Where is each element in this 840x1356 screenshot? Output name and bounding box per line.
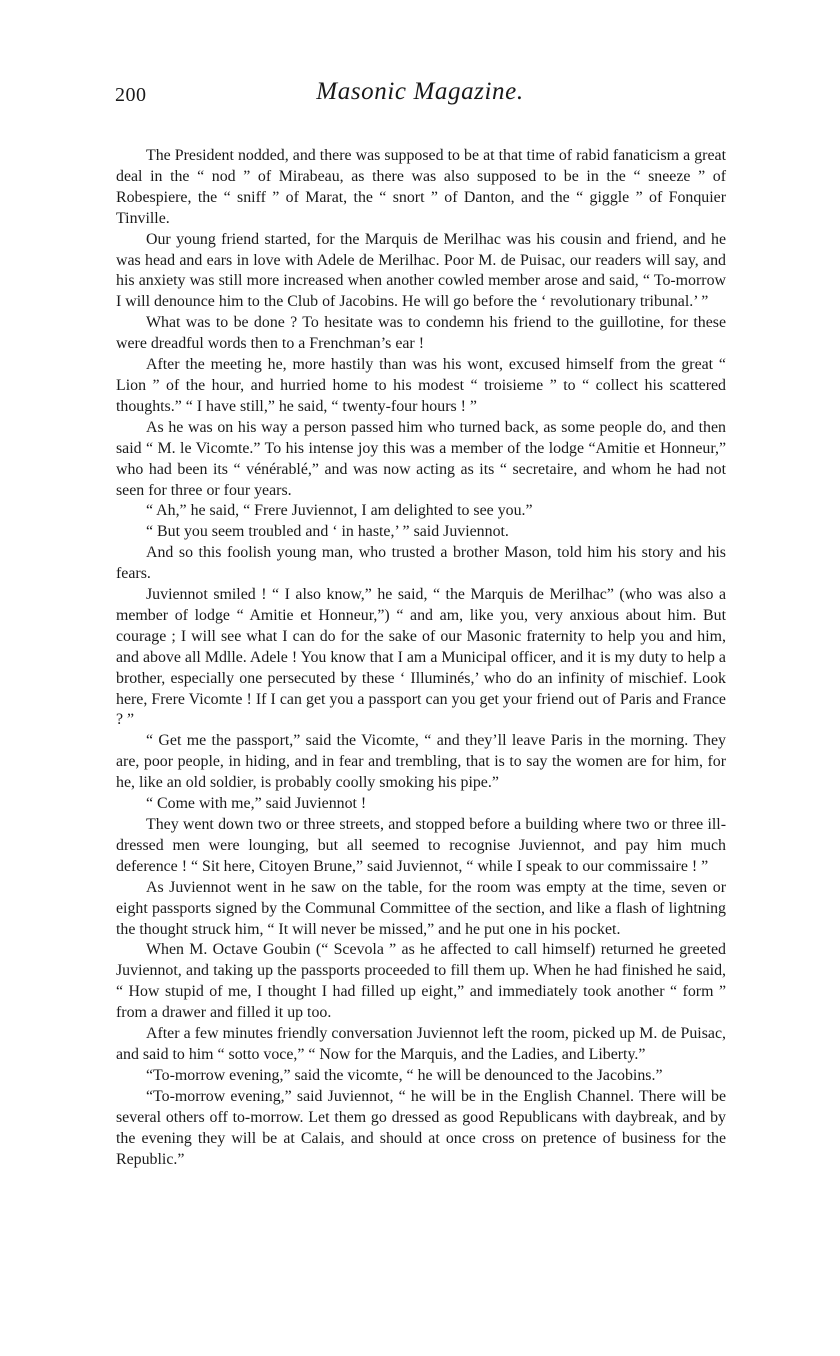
paragraph: “ Get me the passport,” said the Vicomte, “ and they’ll leave Paris in the morning. They are, poor people, in hiding, and in fear and trembling, that is to say the women are for him, for he, like an old soldier, is probably coolly smoking his pipe.”: [116, 732, 726, 792]
article-body: [116, 146, 726, 1170]
paragraph: “To-morrow evening,” said Juviennot, “ he will be in the English Channel. There will be several others off to-morrow. Let them go dressed as good Republicans with daybreak, and by the evening they will be at Calais, and should at once cross on pretence of business for the Republic.”: [116, 1087, 726, 1168]
paragraph: And so this foolish young man, who trusted a brother Mason, told him his story and his fears.: [116, 544, 726, 583]
paragraph: As he was on his way a person passed him who turned back, as some people do, and then said “ M. le Vicomte.” To his intense joy this was a member of the lodge “Amitie et Honneur,” who had been its “ vénérablé,” and was now acting as its “ secretaire, and whom he had not seen for three or four years.: [116, 418, 726, 499]
paragraph: As Juviennot went in he saw on the table, for the room was empty at the time, seven or eight passports signed by the Communal Committee of the section, and like a flash of lightning the thought struck him, “ It will never be missed,” and he put one in his pocket.: [116, 878, 726, 938]
paragraph: “ Come with me,” said Juviennot !: [146, 795, 367, 813]
paragraph: “To-morrow evening,” said the vicomte, “ he will be denounced to the Jacobins.”: [146, 1066, 663, 1084]
paragraph: When M. Octave Goubin (“ Scevola ” as he affected to call himself) returned he greeted Juviennot, and taking up the passports proceeded to fill them up. When he had finished he said, “ How stupid of me, I thought I had filled up eight,” and immediately took another “ form ” from a drawer and filled it up too.: [116, 941, 726, 1022]
paragraph: Our young friend started, for the Marquis de Merilhac was his cousin and friend, and he was head and ears in love with Adele de Merilhac. Poor M. de Puisac, our readers will say, and his anxiety was still more increased when another cowled member arose and said, “ To-morrow I will denounce him to the Club of Jacobins. He will go before the ‘ revolutionary tribunal.’ ”: [116, 230, 726, 311]
paragraph: They went down two or three streets, and stopped before a building where two or three ill-dressed men were lounging, but all seemed to recognise Juviennot, and pay him much deference ! “ Sit here, Citoyen Brune,” said Juviennot, “ while I speak to our commissaire ! ”: [116, 816, 726, 875]
paragraph: The President nodded, and there was supposed to be at that time of rabid fanaticism a great deal in the “ nod ” of Mirabeau, as there was also supposed to be in the “ sneeze ” of Robespiere, the “ sniff ” of Marat, the “ snort ” of Danton, and the “ giggle ” of Fonquier Tinville.: [116, 147, 726, 227]
paragraph: What was to be done ? To hesitate was to condemn his friend to the guillotine, for these were dreadful words then to a Frenchman’s ear !: [116, 314, 726, 353]
paragraph: “ Ah,” he said, “ Frere Juviennot, I am delighted to see you.”: [146, 502, 533, 520]
page-header: [115, 78, 725, 118]
paragraph: After a few minutes friendly conversation Juviennot left the room, picked up M. de Puisac, and said to him “ sotto voce,” “ Now for the Marquis, and the Ladies, and Liberty.”: [116, 1025, 726, 1063]
paragraph: “ But you seem troubled and ‘ in haste,’ ” said Juviennot.: [146, 523, 509, 541]
page-number: 200: [115, 84, 147, 106]
paragraph: Juviennot smiled ! “ I also know,” he said, “ the Marquis de Merilhac” (who was also a member of lodge “ Amitie et Honneur,”) “ and am, like you, very anxious about him. But courage ; I will see what I can do for the sake of our Masonic fraternity to help you and him, and above all Mdlle. Adele ! You know that I am a Municipal officer, and it is my duty to help a brother, especially one persecuted by these ‘ Illuminés,’ who do an infinity of mischief. Look here, Frere Vicomte ! If I can get you a passport can you get your friend out of Paris and France ? ”: [116, 586, 726, 729]
running-title: Masonic Magazine.: [316, 78, 524, 105]
paragraph: After the meeting he, more hastily than was his wont, excused himself from the great “ Lion ” of the hour, and hurried home to his modest “ troisieme ” to “ collect his scattered thoughts.” “ I have still,” he said, “ twenty-four hours ! ”: [116, 356, 726, 415]
